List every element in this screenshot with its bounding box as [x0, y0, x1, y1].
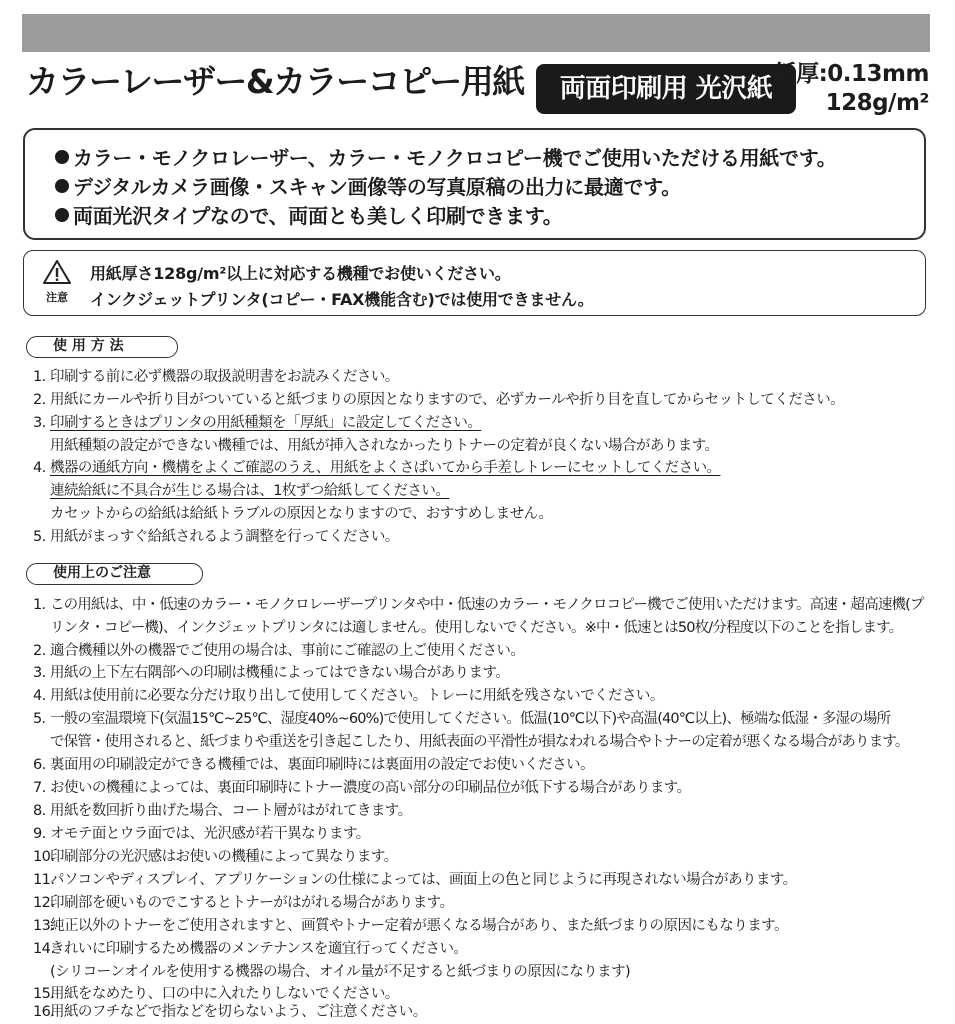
precaution-item — [33, 917, 788, 936]
item-number: 9. — [33, 826, 46, 842]
item-text: パソコンやディスプレイ、アプリケーションの仕様によっては、画面上の色と同じように再現されない場合があります。 — [50, 872, 797, 888]
paper-spec — [774, 60, 929, 118]
item-text: 用紙のフチなどで指などを切らないよう、ご注意ください。 — [50, 1004, 427, 1020]
bullet-icon — [55, 150, 69, 164]
precaution-item — [33, 779, 691, 798]
item-number: 13. — [33, 918, 55, 934]
item-text: 用紙の上下左右隅部への印刷は機種によってはできない場合があります。 — [50, 665, 510, 681]
item-text: 純正以外のトナーをご使用されますと、画質やトナー定着が悪くなる場合があり、また紙づまりの原因にもなります。 — [50, 918, 788, 934]
usage-item-continued: 用紙種類の設定ができない機種では、用紙が挿入されなかったりトナーの定着が良くない場合があります。 — [50, 438, 719, 454]
precaution-item — [33, 825, 370, 844]
spec-thickness: 紙厚:0.13mm — [773, 61, 929, 87]
precaution-item — [33, 894, 453, 913]
bullet-icon — [55, 179, 69, 193]
item-number: 7. — [33, 780, 46, 796]
duplex-glossy-badge: 両面印刷用 光沢紙 — [536, 64, 796, 114]
item-number: 5. — [33, 711, 46, 727]
item-text: 裏面用の印刷設定ができる機種では、裏面印刷時には裏面用の設定でお使いください。 — [50, 757, 595, 773]
usage-item-continued: カセットからの給紙は給紙トラブルの原因となりますので、おすすめしません。 — [50, 506, 553, 522]
feature-box — [23, 128, 926, 240]
item-number: 11. — [33, 872, 55, 888]
item-text: 用紙を数回折り曲げた場合、コート層がはがれてきます。 — [50, 803, 412, 819]
item-text: 機器の通紙方向・機構をよくご確認のうえ、用紙をよくさばいてから手差しトレーにセットしてください。 — [50, 460, 721, 476]
precaution-item — [33, 596, 924, 615]
item-number: 16. — [33, 1004, 55, 1020]
item-number: 1. — [33, 369, 46, 385]
item-text: 印刷するときはプリンタの用紙種類を「厚紙」に設定してください。 — [50, 415, 482, 431]
top-gray-bar — [22, 14, 930, 52]
spec-weight: 128g/m² — [825, 90, 929, 116]
caution-box — [23, 250, 926, 316]
precaution-item — [33, 1003, 427, 1022]
item-number: 8. — [33, 803, 46, 819]
usage-item — [33, 414, 481, 433]
precaution-item — [33, 802, 412, 821]
item-number: 6. — [33, 757, 46, 773]
precaution-item-continued: で保管・使用されると、紙づまりや重送を引き起こしたり、用紙表面の平滑性が損なわれる場合やトナーの定着が悪くなる場合があります。 — [50, 734, 909, 750]
feature-text: 両面光沢タイプなので、両面とも美しく印刷できます。 — [73, 204, 563, 228]
bullet-icon — [55, 208, 69, 222]
item-number: 10. — [33, 849, 55, 865]
item-number: 4. — [33, 688, 46, 704]
warning-icon — [42, 259, 72, 285]
item-number: 1. — [33, 597, 46, 613]
item-text: 適合機種以外の機器でご使用の場合は、事前にご確認の上ご使用ください。 — [50, 643, 525, 659]
precaution-item-continued: リンタ・コピー機)、インクジェットプリンタには適しません。使用しないでください。※中・低速とは50枚/分程度以下のことを指します。 — [50, 620, 903, 636]
product-title: カラーレーザー&カラーコピー用紙 — [26, 62, 524, 101]
precaution-item — [33, 940, 467, 959]
item-number: 15. — [33, 986, 55, 1002]
item-text: 印刷部分の光沢感はお使いの機種によって異なります。 — [50, 849, 398, 865]
precaution-item — [33, 871, 797, 890]
usage-item — [33, 459, 720, 478]
usage-item — [33, 528, 399, 547]
feature-item — [55, 202, 904, 231]
item-number: 2. — [33, 392, 46, 408]
item-text: この用紙は、中・低速のカラー・モノクロレーザープリンタや中・低速のカラー・モノクロコピー機でご使用いただけます。高速・超高速機(プ — [50, 597, 924, 613]
item-text: オモテ面とウラ面では、光沢感が若干異なります。 — [50, 826, 370, 842]
item-text: きれいに印刷するため機器のメンテナンスを適宜行ってください。 — [50, 941, 468, 957]
item-number: 4. — [33, 460, 46, 476]
item-text: 印刷する前に必ず機器の取扱説明書をお読みください。 — [50, 369, 399, 385]
item-text: 用紙は使用前に必要な分だけ取り出して使用してください。トレーに用紙を残さないでください。 — [50, 688, 664, 704]
precautions-section-header: 使用上のご注意 — [26, 563, 203, 585]
item-number: 12. — [33, 895, 55, 911]
precaution-item-continued: (シリコーンオイルを使用する機器の場合、オイル量が不足すると紙づまりの原因になります) — [50, 964, 631, 980]
usage-item — [33, 391, 844, 410]
item-text: 用紙にカールや折り目がついていると紙づまりの原因となりますので、必ずカールや折り目を直してからセットしてください。 — [50, 392, 845, 408]
item-text: 一般の室温環境下(気温15℃~25℃、湿度40%~60%)で使用してください。低温(10℃以下)や高温(40℃以上)、極端な低湿・多湿の場所 — [50, 711, 891, 727]
precaution-item — [33, 664, 509, 683]
item-number: 5. — [33, 529, 46, 545]
precaution-item — [33, 985, 399, 1004]
precaution-item — [33, 710, 890, 729]
item-text: 印刷部を硬いものでこするとトナーがはがれる場合があります。 — [50, 895, 454, 911]
item-text: 用紙がまっすぐ給紙されるよう調整を行ってください。 — [50, 529, 399, 545]
caution-line: 用紙厚さ128g/m²以上に対応する機種でお使いください。 — [90, 264, 511, 283]
precaution-item — [33, 687, 664, 706]
usage-item — [33, 368, 399, 387]
usage-section-header: 使 用 方 法 — [26, 336, 178, 358]
item-text: お使いの機種によっては、裏面印刷時にトナー濃度の高い部分の印刷品位が低下する場合があります。 — [50, 780, 691, 796]
item-number: 3. — [33, 665, 46, 681]
precaution-item — [33, 642, 524, 661]
usage-item-continued: 連続給紙に不具合が生じる場合は、1枚ずつ給紙してください。 — [50, 483, 450, 499]
precaution-item — [33, 756, 594, 775]
item-number: 2. — [33, 643, 46, 659]
item-number: 3. — [33, 415, 46, 431]
feature-item — [55, 173, 904, 202]
item-number: 14. — [33, 941, 55, 957]
item-text: 用紙をなめたり、口の中に入れたりしないでください。 — [50, 986, 399, 1002]
feature-item — [55, 144, 904, 173]
feature-text: デジタルカメラ画像・スキャン画像等の写真原稿の出力に最適です。 — [73, 175, 681, 199]
caution-icon-group — [40, 259, 74, 305]
precaution-item — [33, 848, 398, 867]
caution-label: 注意 — [46, 291, 68, 304]
caution-line: インクジェットプリンタ(コピー・FAX機能含む)では使用できません。 — [90, 290, 594, 309]
feature-text: カラー・モノクロレーザー、カラー・モノクロコピー機でご使用いただける用紙です。 — [73, 146, 837, 170]
